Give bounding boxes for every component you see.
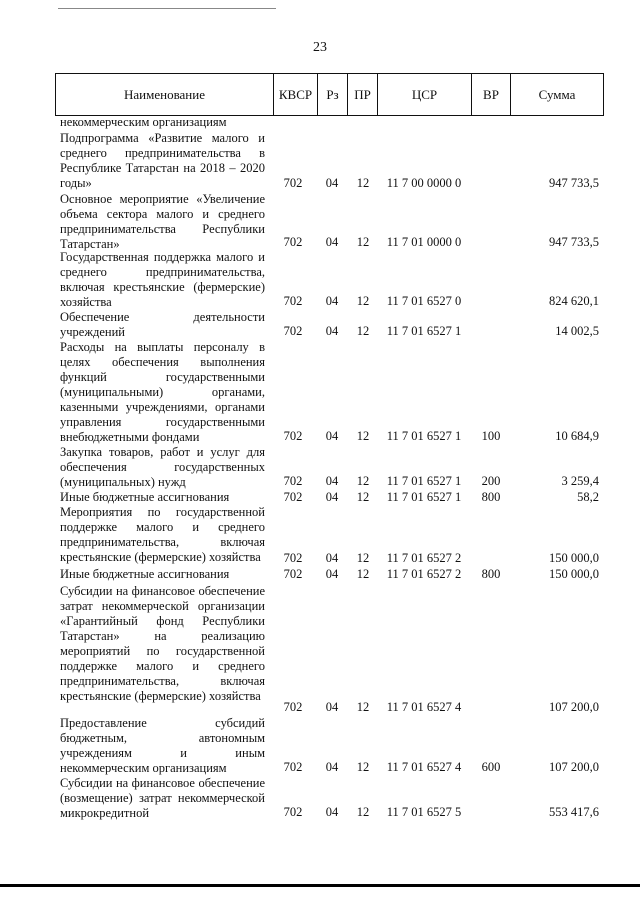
row-7-kvsr: 702 (283, 551, 303, 565)
row-7-name: Мероприятия по государственной поддержке малого и среднего предпринимательства, включая крестьянские (фермерские) хозяйства (60, 505, 265, 564)
row-3-csr: 11 7 01 6527 1 (386, 324, 462, 338)
row-10-csr: 11 7 01 6527 4 (386, 760, 462, 774)
row-2-sum: 824 620,1 (549, 294, 599, 308)
row-2-pr: 12 (356, 294, 370, 308)
row-0-csr: 11 7 00 0000 0 (386, 176, 462, 190)
row-11-kvsr: 702 (283, 805, 303, 819)
row-10-sum: 107 200,0 (549, 760, 599, 774)
header-vr: ВР (471, 74, 510, 115)
row-9-sum: 107 200,0 (549, 700, 599, 714)
row-0-kvsr: 702 (283, 176, 303, 190)
row-11-sum: 553 417,6 (549, 805, 599, 819)
row-2-name: Государственная поддержка малого и среднего предпринимательства, включая крестьянские (фермерские) хозяйства (60, 250, 265, 309)
page-number: 23 (313, 40, 327, 55)
row-5-rz: 04 (325, 474, 339, 488)
row-6-name: Иные бюджетные ассигнования (60, 490, 230, 504)
row-5-vr: 200 (481, 474, 501, 488)
row-0-rz: 04 (325, 176, 339, 190)
row-8-vr: 800 (481, 567, 501, 581)
row-1-name: Основное мероприятие «Увеличение объема сектора малого и среднего предпринимательства Республики Татарстан» (60, 192, 265, 251)
row-9-pr: 12 (356, 700, 370, 714)
bottom-rule (0, 884, 640, 887)
row-11-pr: 12 (356, 805, 370, 819)
row-6-vr: 800 (481, 490, 501, 504)
row-1-rz: 04 (325, 235, 339, 249)
table-header (55, 73, 604, 116)
row-10-rz: 04 (325, 760, 339, 774)
row-6-kvsr: 702 (283, 490, 303, 504)
row-8-rz: 04 (325, 567, 339, 581)
row-3-name: Обеспечение деятельности учреждений (60, 310, 265, 339)
row-6-sum: 58,2 (577, 490, 599, 504)
row-7-sum: 150 000,0 (549, 551, 599, 565)
row-8-name: Иные бюджетные ассигнования (60, 567, 230, 581)
row-10-name: Предоставление субсидий бюджетным, автономным учреждениям и иным некоммерческим организациям (60, 716, 265, 775)
row-3-kvsr: 702 (283, 324, 303, 338)
row-9-kvsr: 702 (283, 700, 303, 714)
row-2-rz: 04 (325, 294, 339, 308)
row-5-name: Закупка товаров, работ и услуг для обеспечения государственных (муниципальных) нужд (60, 445, 265, 489)
row-9-name: Субсидии на финансовое обеспечение затрат некоммерческой организации «Гарантийный фонд Республики Татарстан» на реализацию мероприятий по государственной поддержке малого и среднего предпринимательства, включая крестьянские (фермерские) хозяйства (60, 584, 265, 703)
row-7-rz: 04 (325, 551, 339, 565)
row-6-pr: 12 (356, 490, 370, 504)
row-3-pr: 12 (356, 324, 370, 338)
row-11-rz: 04 (325, 805, 339, 819)
row-8-kvsr: 702 (283, 567, 303, 581)
continuation-text: некоммерческим организациям (60, 115, 227, 129)
row-9-rz: 04 (325, 700, 339, 714)
row-0-pr: 12 (356, 176, 370, 190)
row-1-pr: 12 (356, 235, 370, 249)
row-5-csr: 11 7 01 6527 1 (386, 474, 462, 488)
row-6-csr: 11 7 01 6527 1 (386, 490, 462, 504)
row-4-rz: 04 (325, 429, 339, 443)
header-csr: ЦСР (377, 74, 471, 115)
row-4-kvsr: 702 (283, 429, 303, 443)
row-11-csr: 11 7 01 6527 5 (386, 805, 462, 819)
row-2-csr: 11 7 01 6527 0 (386, 294, 462, 308)
row-9-csr: 11 7 01 6527 4 (386, 700, 462, 714)
row-4-name: Расходы на выплаты персоналу в целях обеспечения выполнения функций государственными (муниципальными) органами, казенными учреждениями, органами управления государственными внебюджетными фондами (60, 340, 265, 444)
row-1-kvsr: 702 (283, 235, 303, 249)
row-0-sum: 947 733,5 (549, 176, 599, 190)
row-7-csr: 11 7 01 6527 2 (386, 551, 462, 565)
row-1-csr: 11 7 01 0000 0 (386, 235, 462, 249)
row-8-csr: 11 7 01 6527 2 (386, 567, 462, 581)
row-7-pr: 12 (356, 551, 370, 565)
row-3-sum: 14 002,5 (555, 324, 599, 338)
row-10-kvsr: 702 (283, 760, 303, 774)
row-10-vr: 600 (481, 760, 501, 774)
row-10-pr: 12 (356, 760, 370, 774)
row-5-sum: 3 259,4 (561, 474, 599, 488)
header-rz: Рз (317, 74, 347, 115)
row-6-rz: 04 (325, 490, 339, 504)
row-4-sum: 10 684,9 (555, 429, 599, 443)
header-name: Наименование (124, 86, 205, 102)
row-1-sum: 947 733,5 (549, 235, 599, 249)
top-rule (58, 8, 276, 9)
row-8-pr: 12 (356, 567, 370, 581)
row-4-csr: 11 7 01 6527 1 (386, 429, 462, 443)
row-8-sum: 150 000,0 (549, 567, 599, 581)
row-11-name: Субсидии на финансовое обеспечение (возмещение) затрат некоммерческой микрокредитной (60, 776, 265, 820)
header-pr: ПР (347, 74, 377, 115)
header-sum: Сумма (510, 74, 603, 115)
row-5-pr: 12 (356, 474, 370, 488)
row-5-kvsr: 702 (283, 474, 303, 488)
row-4-vr: 100 (481, 429, 501, 443)
row-4-pr: 12 (356, 429, 370, 443)
header-kvsr: КВСР (273, 74, 317, 115)
row-0-name: Подпрограмма «Развитие малого и среднего предпринимательства в Республике Татарстан на 2018 – 2020 годы» (60, 131, 265, 190)
row-2-kvsr: 702 (283, 294, 303, 308)
row-3-rz: 04 (325, 324, 339, 338)
